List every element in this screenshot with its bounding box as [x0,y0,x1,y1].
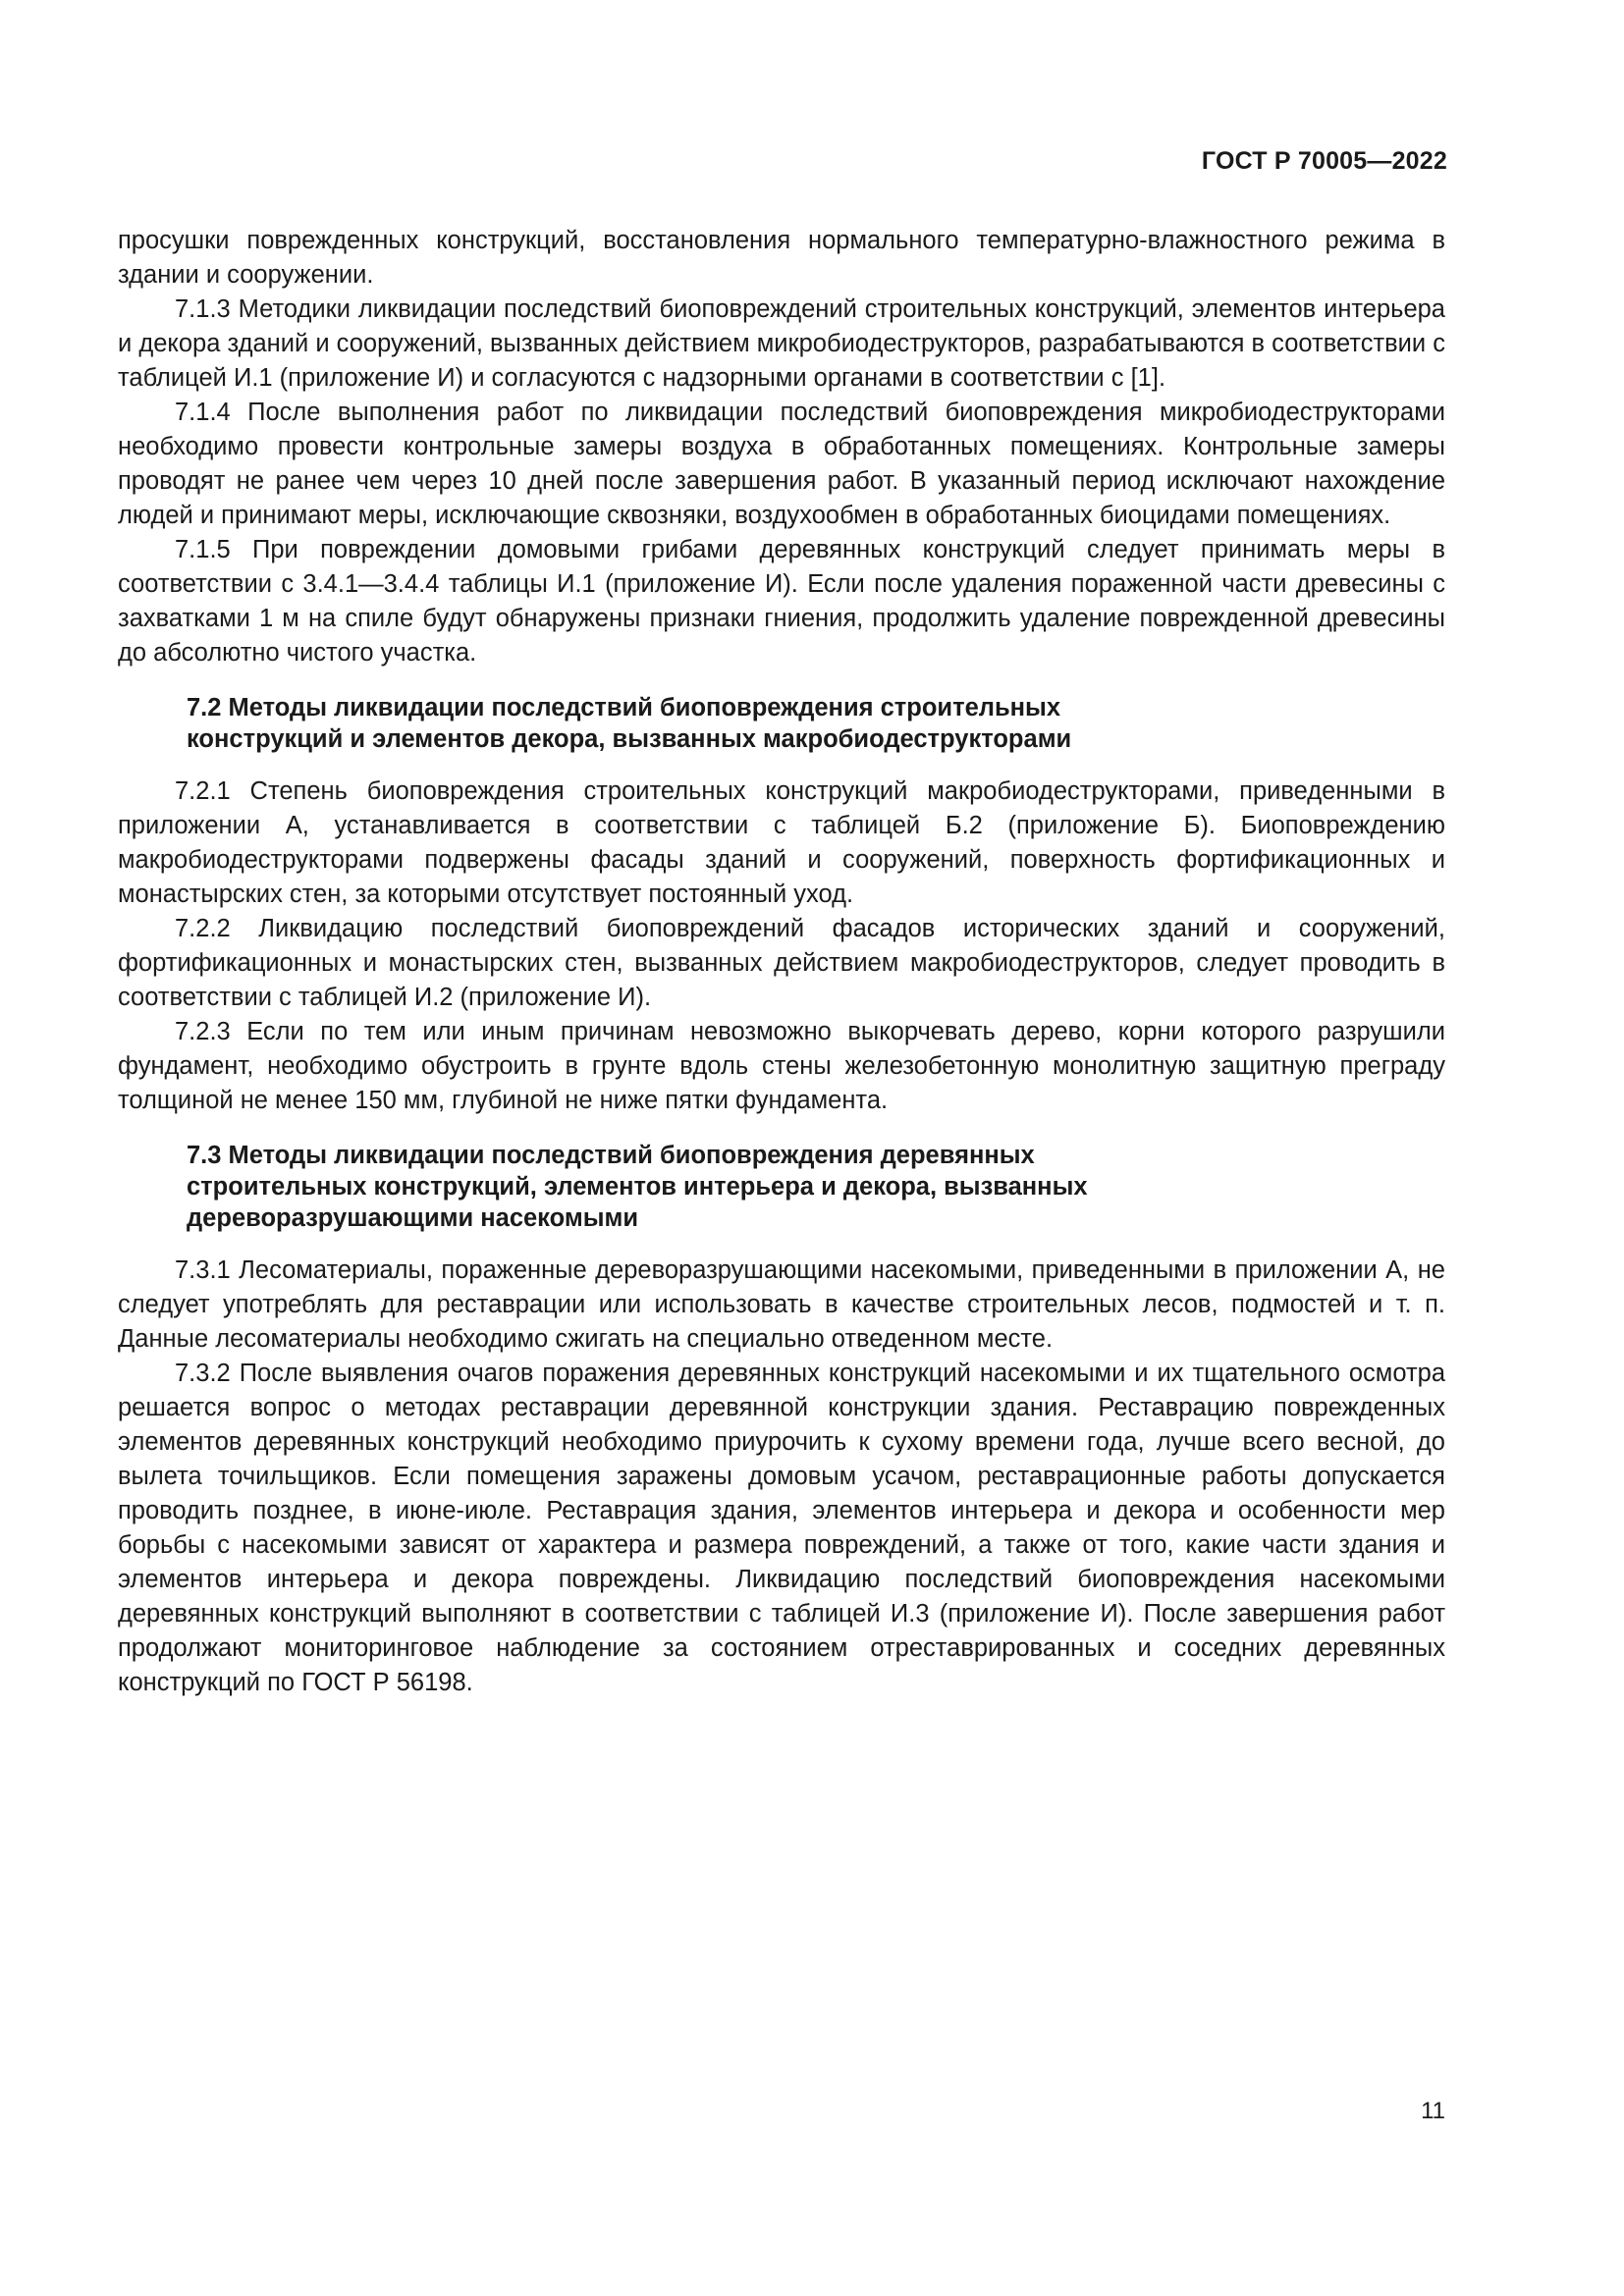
page-number: 11 [1421,2098,1445,2124]
paragraph-continuation: просушки поврежденных конструкций, восстановления нормального температурно-влажностного режима в здании и сооружении. [118,227,1445,289]
paragraph-7-3-2: 7.3.2 После выявления очагов поражения деревянных конструкций насекомыми и их тщательного осмотра решается вопрос о методах реставрации деревянной конструкции здания. Реставрацию поврежденных элементов деревянных конструкций необходимо приурочить к сухому времени года, лучше всего весной, до вылета точильщиков. Если помещения заражены домовым усачом, реставрационные работы допускается проводить позднее, в июне-июле. Реставрация здания, элементов интерьера и декора и особенности мер борьбы с насекомыми зависят от характера и размера повреждений, а также от того, какие части здания и элементов интерьера и декора повреждены. Ликвидацию последствий биоповреждения насекомыми деревянных конструкций выполняют в соответствии с таблицей И.3 (приложение И). После завершения работ продолжают мониторинговое наблюдение за состоянием отреставрированных и соседних деревянных конструкций по ГОСТ Р 56198. [118,1360,1445,1696]
paragraph-7-2-1: 7.2.1 Степень биоповреждения строительных конструкций макробиодеструкторами, приведенными в приложении А, устанавливается в соответствии с таблицей Б.2 (приложение Б). Биоповреждению макробиодеструкторами подвержены фасады зданий и сооружений, поверхность фортификационных и монастырских стен, за которыми отсутствует постоянный уход. [118,777,1445,908]
section-heading-7-2: 7.2 Методы ликвидации последствий биоповреждения строительных конструкций и элементов декора, вызванных макробиодеструкторами [187,694,1072,753]
document-header: ГОСТ Р 70005—2022 [1201,147,1447,175]
paragraph-7-2-3: 7.2.3 Если по тем или иным причинам невозможно выкорчевать дерево, корни которого разрушили фундамент, необходимо обустроить в грунте вдоль стены железобетонную монолитную защитную преграду толщиной не менее 150 мм, глубиной не ниже пятки фундамента. [118,1018,1445,1114]
section-heading-7-3: 7.3 Методы ликвидации последствий биоповреждения деревянных строительных конструкций, элементов интерьера и декора, вызванных дереворазрушающими насекомыми [187,1142,1088,1232]
document-body [118,224,1445,1700]
paragraph-7-2-2: 7.2.2 Ликвидацию последствий биоповреждений фасадов исторических зданий и сооружений, фортификационных и монастырских стен, вызванных действием макробиодеструкторов, следует проводить в соответствии с таблицей И.2 (приложение И). [118,915,1445,1011]
paragraph-7-3-1: 7.3.1 Лесоматериалы, пораженные дереворазрушающими насекомыми, приведенными в приложении А, не следует употреблять для реставрации или использовать в качестве строительных лесов, подмостей и т. п. Данные лесоматериалы необходимо сжигать на специально отведенном месте. [118,1256,1445,1353]
paragraph-7-1-4: 7.1.4 После выполнения работ по ликвидации последствий биоповреждения микробиодеструкторами необходимо провести контрольные замеры воздуха в обработанных помещениях. Контрольные замеры проводят не ранее чем через 10 дней после завершения работ. В указанный период исключают нахождение людей и принимают меры, исключающие сквозняки, воздухообмен в обработанных биоцидами помещениях. [118,399,1445,529]
paragraph-7-1-3: 7.1.3 Методики ликвидации последствий биоповреждений строительных конструкций, элементов интерьера и декора зданий и сооружений, вызванных действием микробиодеструкторов, разрабатываются в соответствии с таблицей И.1 (приложение И) и согласуются с надзорными органами в соответствии с [1]. [118,295,1445,392]
paragraph-7-1-5: 7.1.5 При повреждении домовыми грибами деревянных конструкций следует принимать меры в соответствии с 3.4.1—3.4.4 таблицы И.1 (приложение И). Если после удаления пораженной части древесины с захватками 1 м на спиле будут обнаружены признаки гниения, продолжить удаление поврежденной древесины до абсолютно чистого участка. [118,536,1445,667]
